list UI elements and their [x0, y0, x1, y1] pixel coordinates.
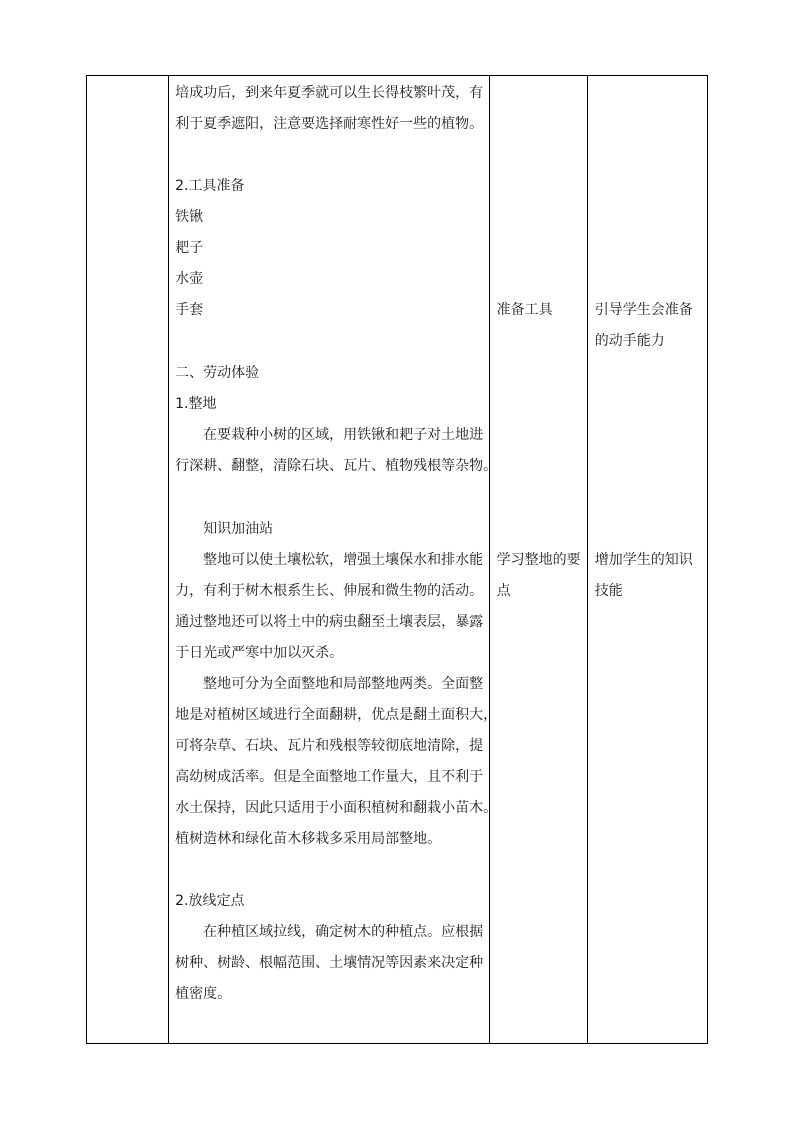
content-line: 植树造林和绿化苗木移栽多采用局部整地。	[175, 831, 442, 847]
content-line: 树种、树龄、根幅范围、土壤情况等因素来决定种	[175, 955, 484, 971]
content-line: 培成功后，到来年夏季就可以生长得枝繁叶茂，有	[175, 85, 484, 101]
activity-learn-land-prep: 学习整地的要	[496, 552, 581, 568]
tool-item: 耙子	[175, 240, 204, 256]
content-line: 通过整地还可以将土中的病虫翻至土壤表层，暴露	[175, 614, 484, 630]
content-line: 于日光或严寒中加以灭杀。	[175, 645, 344, 661]
design-intent-cell	[587, 76, 707, 1044]
tool-item: 手套	[175, 302, 204, 318]
content-line: 可将杂草、石块、瓦片和残根等较彻底地清除，提	[175, 738, 484, 754]
content-line: 力，有利于树木根系生长、伸展和微生物的活动。	[175, 583, 484, 599]
activity-learn-land-prep-cont: 点	[496, 583, 511, 599]
table-row	[87, 76, 708, 1044]
content-line: 水土保持，因此只适用于小面积植树和翻栽小苗木。	[175, 800, 498, 816]
content-line: 在要栽种小树的区域，用铁锹和耙子对土地进	[203, 427, 484, 443]
student-activity-cell	[489, 76, 587, 1044]
content-line: 整地可分为全面整地和局部整地两类。全面整	[203, 676, 484, 692]
content-line: 行深耕、翻整，清除石块、瓦片、植物残根等杂物。	[175, 458, 498, 474]
content-line: 高幼树成活率。但是全面整地工作量大，且不利于	[175, 769, 484, 785]
subheading-layout-marking: 2.放线定点	[175, 893, 245, 909]
knowledge-box-title: 知识加油站	[203, 521, 274, 537]
section-heading-labor: 二、劳动体验	[175, 365, 260, 381]
tool-item: 铁锹	[175, 209, 204, 225]
lesson-plan-table	[86, 75, 708, 1044]
activity-prepare-tools: 准备工具	[496, 302, 553, 318]
content-line: 利于夏季遮阳，注意要选择耐寒性好一些的植物。	[175, 116, 484, 132]
empty-left-cell	[87, 76, 169, 1044]
content-line: 地是对植树区域进行全面翻耕，优点是翻土面积大，	[175, 707, 498, 723]
teaching-content-cell	[169, 76, 498, 1044]
subheading-land-prep: 1.整地	[175, 396, 217, 412]
tool-item: 水壶	[175, 271, 204, 287]
intent-knowledge-skill-cont: 技能	[594, 583, 623, 599]
section-heading-tools: 2.工具准备	[175, 178, 245, 194]
intent-prepare-ability: 引导学生会准备	[594, 302, 693, 318]
content-line: 整地可以使土壤松软，增强土壤保水和排水能	[203, 552, 484, 568]
intent-knowledge-skill: 增加学生的知识	[594, 552, 693, 568]
intent-prepare-ability-cont: 的动手能力	[594, 333, 665, 349]
content-line: 在种植区域拉线，确定树木的种植点。应根据	[203, 924, 484, 940]
content-line: 植密度。	[175, 986, 232, 1002]
